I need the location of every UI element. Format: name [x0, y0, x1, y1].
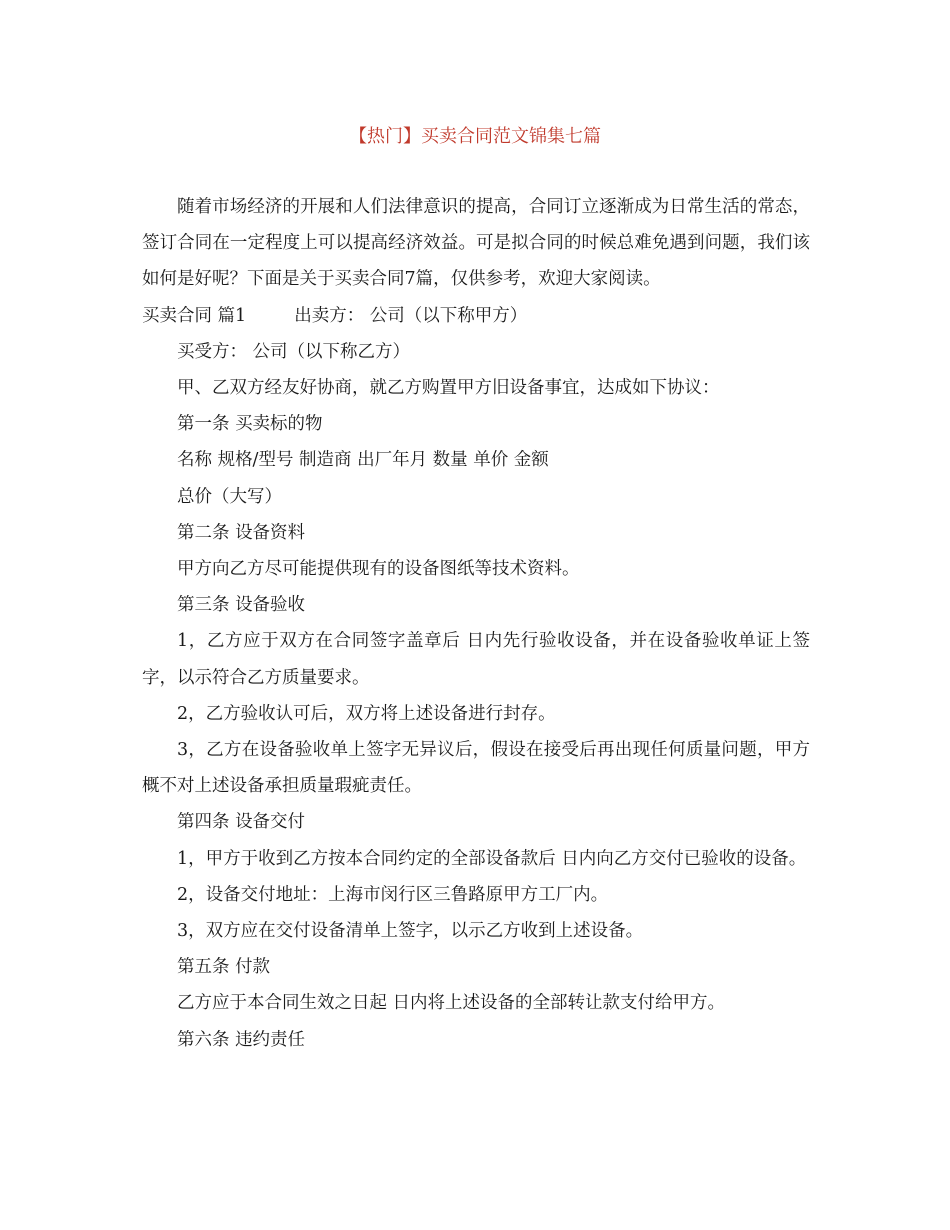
seller-line: 出卖方： 公司（以下称甲方） — [294, 305, 528, 326]
contract-heading: 买卖合同 篇1 — [142, 305, 247, 326]
document-title: 【热门】买卖合同范文锦集七篇 — [349, 126, 601, 147]
article-heading: 第二条 设备资料 — [177, 522, 306, 543]
paragraph: 2，乙方验收认可后，双方将上述设备进行封存。 — [177, 703, 556, 724]
paragraph: 2，设备交付地址：上海市闵行区三鲁路原甲方工厂内。 — [177, 884, 609, 905]
paragraph: 1，乙方应于双方在合同签字盖章后 日内先行验收设备，并在设备验收单证上签字，以示符合乙方质量要求。 — [142, 631, 810, 688]
contract-heading-line — [142, 298, 810, 334]
article-heading: 第六条 违约责任 — [177, 1029, 306, 1050]
paragraph: 总价（大写） — [177, 486, 282, 507]
paragraph: 乙方应于本合同生效之日起 日内将上述设备的全部转让款支付给甲方。 — [177, 993, 726, 1014]
paragraph: 甲、乙双方经友好协商，就乙方购置甲方旧设备事宜，达成如下协议： — [177, 378, 720, 399]
intro-paragraph: 随着市场经济的开展和人们法律意识的提高，合同订立逐渐成为日常生活的常态，签订合同在一定程度上可以提高经济效益。可是拟合同的时候总难免遇到问题，我们该如何是好呢？下面是关于买卖合同7篇，仅供参考，欢迎大家阅读。 — [142, 197, 810, 290]
paragraph: 3，乙方在设备验收单上签字无异议后，假设在接受后再出现任何质量问题，甲方概不对上述设备承担质量瑕疵责任。 — [142, 740, 810, 797]
paragraph: 3，双方应在交付设备清单上签字，以示乙方收到上述设备。 — [177, 921, 644, 942]
paragraph: 买受方： 公司（以下称乙方） — [177, 341, 411, 362]
paragraph: 名称 规格/型号 制造商 出厂年月 数量 单价 金额 — [177, 450, 549, 471]
document-body — [142, 189, 810, 1058]
article-heading: 第五条 付款 — [177, 957, 271, 978]
article-heading: 第一条 买卖标的物 — [177, 414, 323, 435]
paragraph: 甲方向乙方尽可能提供现有的设备图纸等技术资料。 — [177, 559, 580, 580]
article-heading: 第四条 设备交付 — [177, 812, 306, 833]
paragraph: 1，甲方于收到乙方按本合同约定的全部设备款后 日内向乙方交付已验收的设备。 — [177, 848, 807, 869]
article-heading: 第三条 设备验收 — [177, 595, 306, 616]
